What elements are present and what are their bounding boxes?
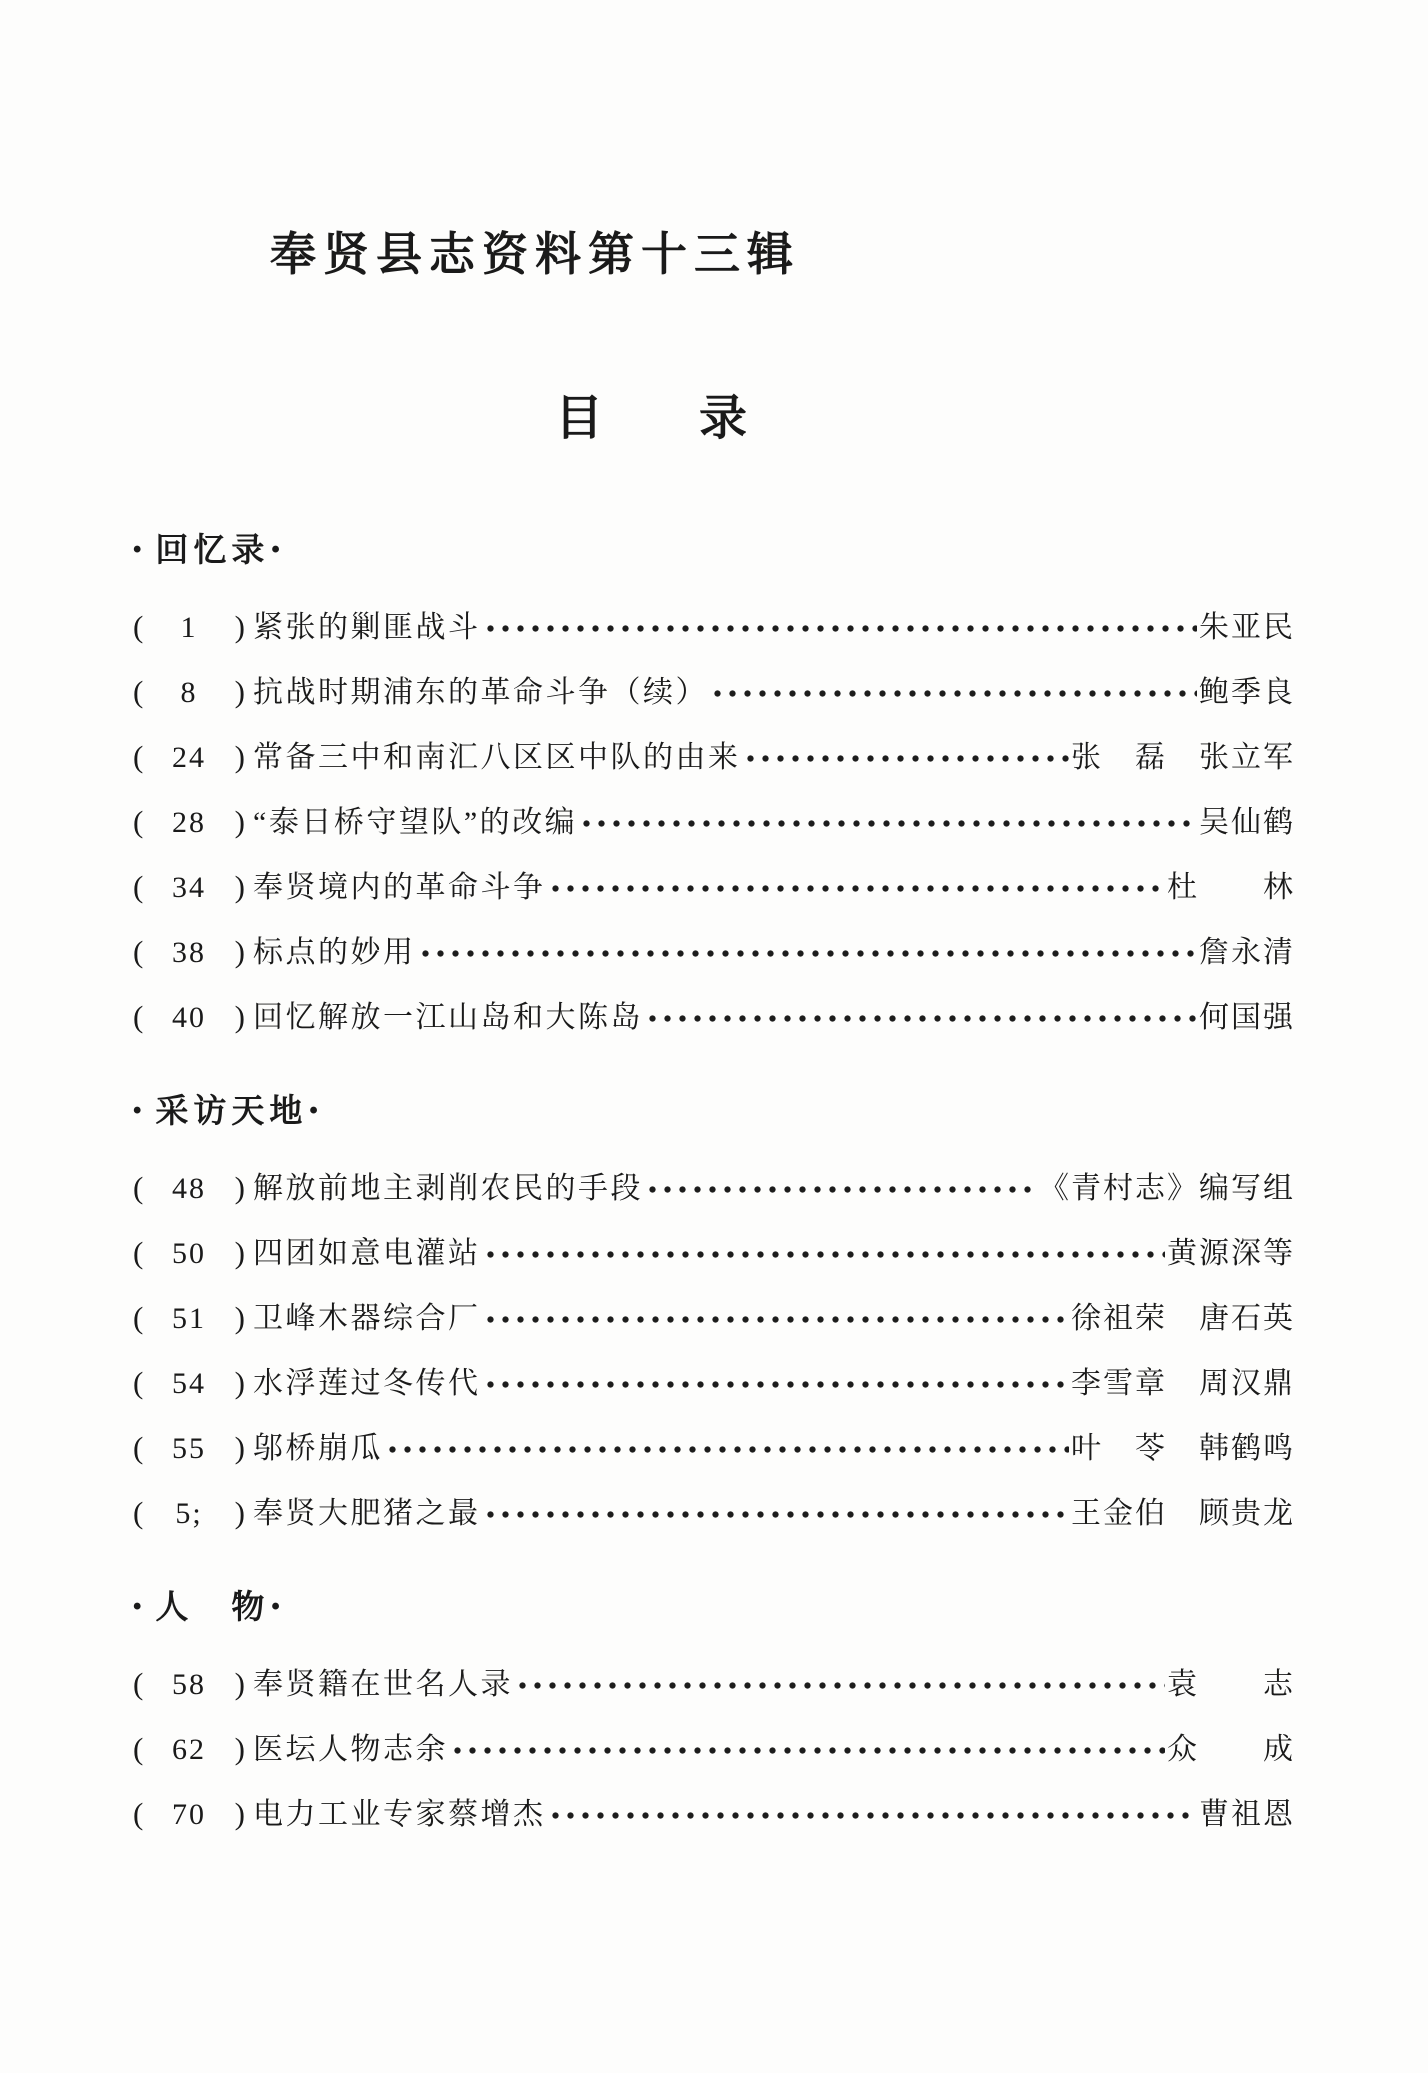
paren-close-icon: ) (234, 869, 245, 904)
page-number (133, 866, 245, 909)
paren-open-icon: ( (133, 609, 144, 644)
entry-title: 电力工业专家蔡增杰 (253, 1798, 546, 1831)
entry-author: 黄源深等 (1167, 1237, 1295, 1270)
section-header (133, 530, 1295, 570)
dot-leader (548, 1812, 1198, 1819)
page-number (133, 996, 245, 1039)
page-number (133, 1492, 245, 1535)
toc-entry (133, 1167, 1295, 1210)
paren-open-icon: ( (133, 1796, 144, 1831)
toc-entry (133, 931, 1295, 974)
entry-title: 解放前地主剥削农民的手段 (253, 1172, 643, 1205)
section-header (133, 1091, 1295, 1131)
toc-section-people (133, 1587, 1295, 1836)
page-number (133, 931, 245, 974)
toc-entry (133, 1492, 1295, 1535)
entry-author: 吴仙鹤 (1199, 806, 1295, 839)
page-number-value: 8 (180, 676, 198, 709)
section-label: 人 物 (155, 1588, 270, 1625)
page-number (133, 1167, 245, 1210)
paren-close-icon: ) (234, 739, 245, 774)
toc-entry (133, 736, 1295, 779)
toc-entry (133, 1427, 1295, 1470)
section-entries (133, 1663, 1295, 1836)
paren-open-icon: ( (133, 869, 144, 904)
bullet-icon: • (271, 536, 280, 563)
paren-open-icon: ( (133, 1300, 144, 1335)
paren-close-icon: ) (234, 609, 245, 644)
paren-open-icon: ( (133, 739, 144, 774)
entry-title: 四团如意电灌站 (253, 1237, 481, 1270)
page-number (133, 1728, 245, 1771)
entry-author: 王金伯 顾贵龙 (1071, 1497, 1295, 1530)
entry-title: 标点的妙用 (253, 936, 416, 969)
page-number-value: 51 (172, 1302, 206, 1335)
page-number-value: 28 (172, 806, 206, 839)
bullet-icon: • (133, 1097, 142, 1124)
dot-leader (418, 950, 1198, 957)
entry-title: 奉贤境内的革命斗争 (253, 871, 546, 904)
paren-close-icon: ) (234, 674, 245, 709)
toc-entry (133, 671, 1295, 714)
toc-entry (133, 1362, 1295, 1405)
entry-title: 卫峰木器综合厂 (253, 1302, 481, 1335)
paren-close-icon: ) (234, 1796, 245, 1831)
page-number (133, 1793, 245, 1836)
page-number-value: 5; (175, 1497, 203, 1530)
toc-entry (133, 866, 1295, 909)
paren-open-icon: ( (133, 934, 144, 969)
toc-entry (133, 606, 1295, 649)
section-entries (133, 1167, 1295, 1535)
toc-entry (133, 1793, 1295, 1836)
paren-open-icon: ( (133, 1430, 144, 1465)
paren-open-icon: ( (133, 1495, 144, 1530)
entry-author: 何国强 (1199, 1001, 1295, 1034)
toc-entry (133, 1232, 1295, 1275)
paren-close-icon: ) (234, 1495, 245, 1530)
paren-close-icon: ) (234, 1235, 245, 1270)
dot-leader (710, 690, 1197, 697)
page-number (133, 1232, 245, 1275)
entry-author: 朱亚民 (1199, 611, 1295, 644)
entry-author: 众 成 (1167, 1733, 1295, 1766)
paren-open-icon: ( (133, 1170, 144, 1205)
paren-open-icon: ( (133, 999, 144, 1034)
toc-section-memoirs (133, 530, 1295, 1039)
entry-author: 袁 志 (1167, 1668, 1295, 1701)
entry-title: 奉贤籍在世名人录 (253, 1668, 513, 1701)
page-number-value: 54 (172, 1367, 206, 1400)
dot-leader (483, 1511, 1070, 1518)
paren-close-icon: ) (234, 1666, 245, 1701)
entry-author: 曹祖恩 (1199, 1798, 1295, 1831)
dot-leader (483, 625, 1198, 632)
entry-title: 奉贤大肥猪之最 (253, 1497, 481, 1530)
paren-open-icon: ( (133, 1365, 144, 1400)
toc-section-interviews (133, 1091, 1295, 1535)
entry-author: 叶 苓 韩鹤鸣 (1071, 1432, 1295, 1465)
toc-entry (133, 1728, 1295, 1771)
paren-close-icon: ) (234, 1300, 245, 1335)
entry-title: 水浮莲过冬传代 (253, 1367, 481, 1400)
dot-leader (645, 1186, 1037, 1193)
page-number (133, 1362, 245, 1405)
paren-open-icon: ( (133, 804, 144, 839)
paren-close-icon: ) (234, 934, 245, 969)
paren-open-icon: ( (133, 1235, 144, 1270)
paren-close-icon: ) (234, 1430, 245, 1465)
page-number (133, 1297, 245, 1340)
toc-entry (133, 801, 1295, 844)
paren-open-icon: ( (133, 1666, 144, 1701)
document-title: 奉贤县志资料第十三辑 (270, 228, 800, 280)
dot-leader (483, 1381, 1070, 1388)
entry-title: 抗战时期浦东的革命斗争（续） (253, 676, 708, 709)
section-entries (133, 606, 1295, 1039)
bullet-icon: • (133, 1593, 142, 1620)
paren-close-icon: ) (234, 1731, 245, 1766)
entry-author: 张 磊 张立军 (1071, 741, 1295, 774)
dot-leader (483, 1316, 1070, 1323)
page-number-value: 55 (172, 1432, 206, 1465)
dot-leader (548, 885, 1166, 892)
page-number-value: 48 (172, 1172, 206, 1205)
paren-close-icon: ) (234, 804, 245, 839)
page-number (133, 1427, 245, 1470)
page-number (133, 801, 245, 844)
toc-heading: 目 录 (555, 392, 748, 445)
dot-leader (579, 820, 1197, 827)
toc-entry (133, 1663, 1295, 1706)
entry-title: 邬桥崩瓜 (253, 1432, 383, 1465)
page-number-value: 38 (172, 936, 206, 969)
paren-open-icon: ( (133, 1731, 144, 1766)
dot-leader (385, 1446, 1069, 1453)
entry-title: 回忆解放一江山岛和大陈岛 (253, 1001, 643, 1034)
entry-title: 紧张的剿匪战斗 (253, 611, 481, 644)
page-number (133, 671, 245, 714)
section-label: 采访天地 (155, 1092, 308, 1129)
paren-open-icon: ( (133, 674, 144, 709)
page-number (133, 606, 245, 649)
page-number (133, 1663, 245, 1706)
entry-author: 鲍季良 (1199, 676, 1295, 709)
page-number-value: 1 (180, 611, 198, 644)
paren-close-icon: ) (234, 1170, 245, 1205)
page-number (133, 736, 245, 779)
entry-author: 杜 林 (1167, 871, 1295, 904)
toc-entry (133, 1297, 1295, 1340)
page-number-value: 50 (172, 1237, 206, 1270)
section-header (133, 1587, 1295, 1627)
entry-author: 徐祖荣 唐石英 (1071, 1302, 1295, 1335)
page-number-value: 40 (172, 1001, 206, 1034)
page-number-value: 62 (172, 1733, 206, 1766)
section-label: 回忆录 (155, 531, 270, 568)
page-number-value: 34 (172, 871, 206, 904)
page-number-value: 58 (172, 1668, 206, 1701)
dot-leader (515, 1682, 1165, 1689)
dot-leader (743, 755, 1070, 762)
bullet-icon: • (133, 536, 142, 563)
entry-title: 医坛人物志余 (253, 1733, 448, 1766)
entry-title: 常备三中和南汇八区区中队的由来 (253, 741, 741, 774)
entry-author: 詹永清 (1199, 936, 1295, 969)
paren-close-icon: ) (234, 999, 245, 1034)
entry-author: 《青村志》编写组 (1039, 1172, 1295, 1205)
page-number-value: 70 (172, 1798, 206, 1831)
dot-leader (450, 1747, 1165, 1754)
dot-leader (483, 1251, 1166, 1258)
bullet-icon: • (309, 1097, 318, 1124)
entry-author: 李雪章 周汉鼎 (1071, 1367, 1295, 1400)
bullet-icon: • (271, 1593, 280, 1620)
dot-leader (645, 1015, 1197, 1022)
entry-title: “泰日桥守望队”的改编 (253, 806, 578, 839)
paren-close-icon: ) (234, 1365, 245, 1400)
toc-entry (133, 996, 1295, 1039)
page-number-value: 24 (172, 741, 206, 774)
